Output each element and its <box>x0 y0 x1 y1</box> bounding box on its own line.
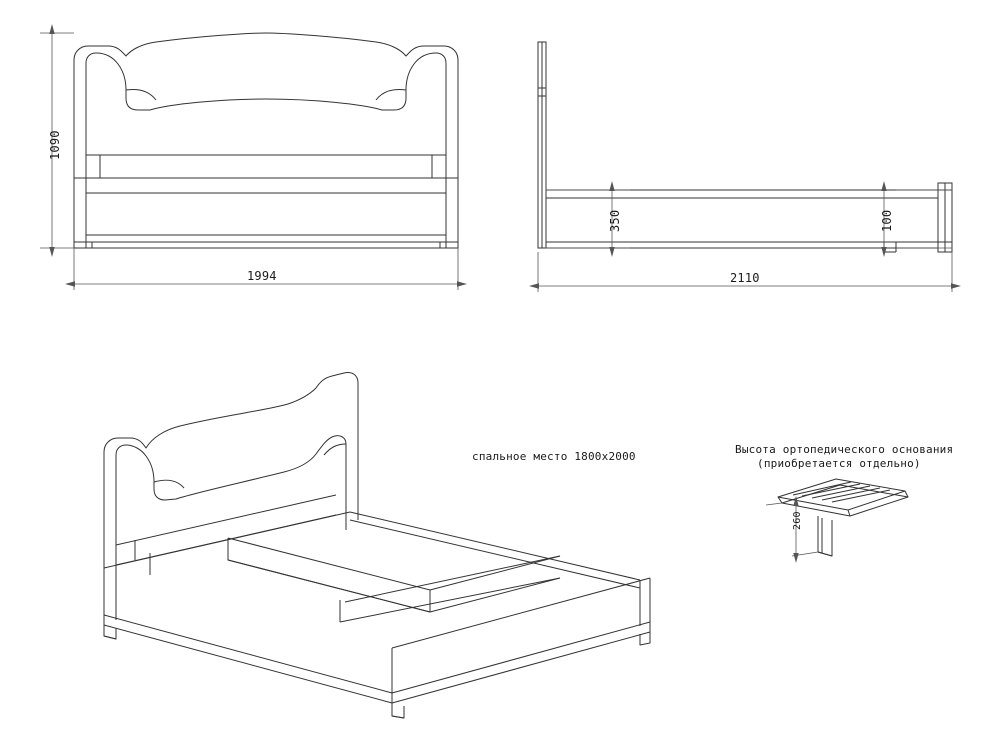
dimension-foot-100: 100 <box>880 209 894 232</box>
sleeping-place-note: спальное место 1800х2000 <box>472 450 636 463</box>
dimension-width-1994: 1994 <box>247 269 277 283</box>
front-view-geometry <box>74 33 458 248</box>
dimension-height-1090: 1090 <box>48 130 62 160</box>
base-height-note-line1: Высота ортопедического основания <box>735 443 954 456</box>
dimension-side-350: 350 <box>608 209 622 232</box>
dimension-length-2110: 2110 <box>730 271 760 285</box>
isometric-view-geometry <box>104 372 650 718</box>
front-view-dimensions <box>40 33 458 290</box>
base-height-note-line2: (приобретается отдельно) <box>757 457 921 470</box>
dimension-base-260: 260 <box>792 511 803 530</box>
